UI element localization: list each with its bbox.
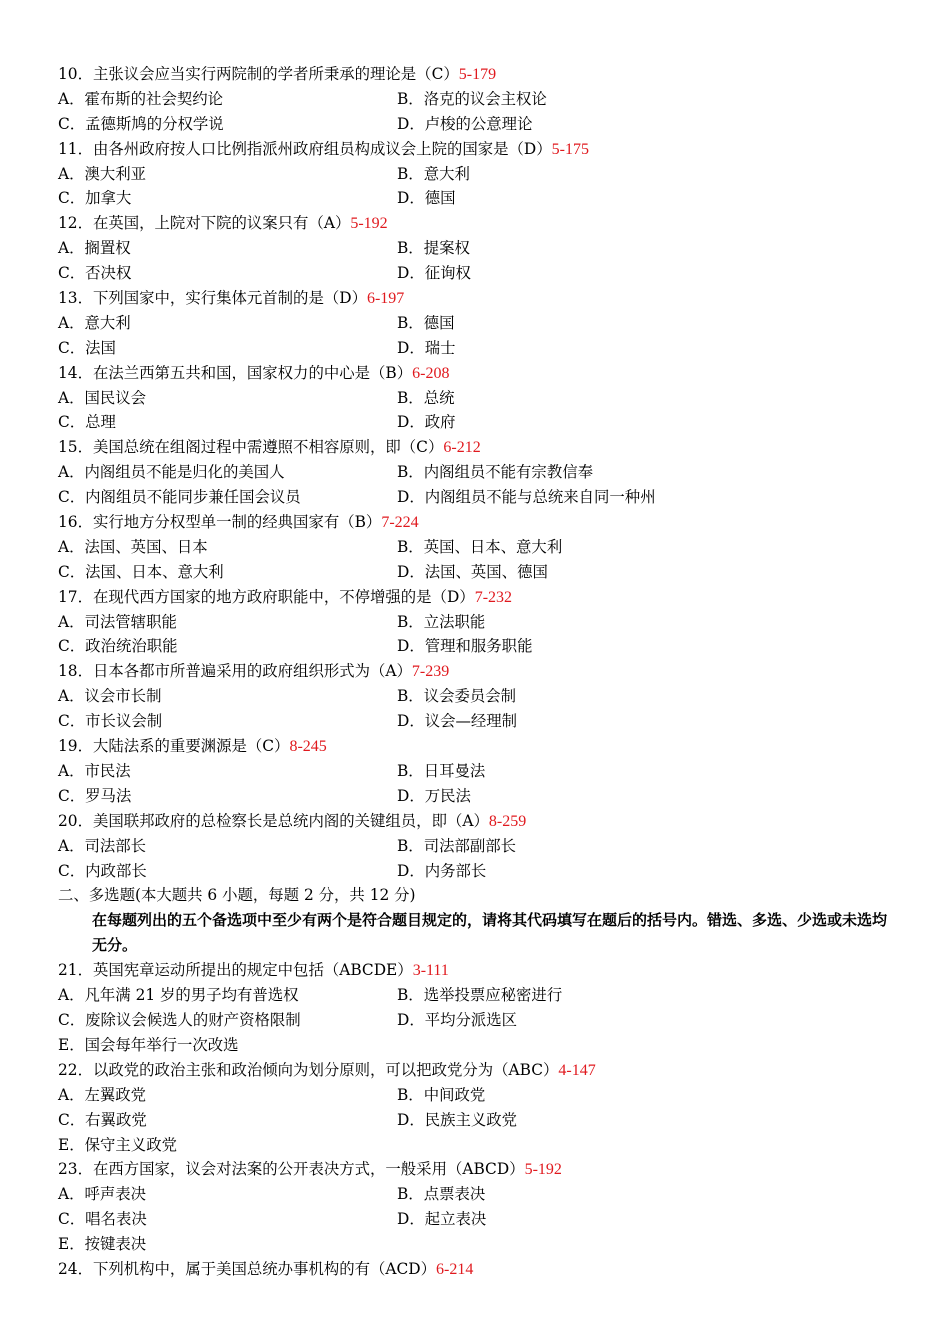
- question-text: 10．主张议会应当实行两院制的学者所秉承的理论是（C）: [58, 65, 459, 83]
- question-text: 21．英国宪章运动所提出的规定中包括（ABCDE）: [58, 961, 413, 980]
- answer-option: C．否决权: [58, 264, 132, 283]
- question-stem: [58, 659, 898, 684]
- answer-option: B．立法职能: [397, 612, 486, 631]
- answer-option: B．点票表决: [397, 1185, 486, 1204]
- question-text: 18．日本各都市所普遍采用的政府组织形式为（A）: [58, 662, 412, 681]
- answer-option: C．罗马法: [58, 786, 132, 805]
- answer-option: A．左翼政党: [58, 1085, 147, 1104]
- answer-option: A．澳大利亚: [58, 164, 147, 183]
- answer-option: B．英国、日本、意大利: [397, 537, 563, 556]
- answer-option: A．司法管辖职能: [58, 612, 177, 631]
- answer-option: A．霍布斯的社会契约论: [58, 89, 224, 108]
- page-reference: 5-192: [524, 1161, 562, 1179]
- question-stem: [58, 137, 898, 162]
- answer-option: D．政府: [397, 413, 456, 432]
- answer-option: D．内阁组员不能与总统来自同一种州: [397, 488, 656, 507]
- question-stem: [58, 435, 898, 460]
- option-row: [58, 535, 898, 560]
- question-text: 13．下列国家中，实行集体元首制的是（D）: [58, 289, 367, 308]
- option-row: [58, 162, 898, 187]
- page-reference: 6-212: [443, 439, 481, 457]
- answer-option: D．法国、英国、德国: [397, 562, 548, 581]
- question-text: 17．在现代西方国家的地方政府职能中，不停增强的是（D）: [58, 587, 475, 606]
- option-row: [58, 87, 898, 112]
- answer-option: D．内务部长: [397, 861, 487, 880]
- question-text: 11．由各州政府按人口比例指派州政府组员构成议会上院的国家是（D）: [58, 139, 552, 158]
- answer-option: A．司法部长: [58, 836, 147, 855]
- option-row: [58, 610, 898, 635]
- answer-option: C．内政部长: [58, 861, 147, 880]
- option-row: [58, 859, 898, 884]
- section-heading: 二、多选题(本大题共 6 小题，每题 2 分，共 12 分): [58, 886, 416, 905]
- question-text: 22．以政党的政治主张和政治倾向为划分原则，可以把政党分为（ABC）: [58, 1060, 559, 1079]
- option-row: [58, 709, 898, 734]
- exam-document: [58, 62, 898, 1282]
- page-reference: 6-197: [366, 290, 405, 308]
- answer-option: A．市民法: [58, 761, 131, 780]
- question-text: 16．实行地方分权型单一制的经典国家有（B）: [58, 513, 382, 532]
- answer-option: B．意大利: [397, 164, 470, 183]
- answer-option: D．征询权: [397, 264, 471, 283]
- option-row: [58, 784, 898, 809]
- answer-option: A．国民议会: [58, 388, 147, 407]
- answer-option: C．法国: [58, 338, 116, 357]
- answer-option: D．起立表决: [397, 1210, 487, 1229]
- answer-option: C．内阁组员不能同步兼任国会议员: [58, 488, 301, 507]
- option-row: [58, 560, 898, 585]
- option-row: [58, 1182, 898, 1207]
- answer-option: B．日耳曼法: [397, 761, 486, 780]
- answer-option: A．呼声表决: [58, 1185, 147, 1204]
- page-reference: 6-214: [436, 1260, 474, 1278]
- question-text: 14．在法兰西第五共和国，国家权力的中心是（B）: [58, 363, 413, 382]
- page-reference: 3-111: [412, 962, 449, 980]
- question-text: 15．美国总统在组阁过程中需遵照不相容原则，即（C）: [58, 438, 444, 457]
- question-stem: [58, 809, 898, 834]
- question-stem: [58, 62, 898, 87]
- single-choice-section: [58, 62, 898, 883]
- answer-option: A．凡年满 21 岁的男子均有普选权: [58, 986, 299, 1005]
- option-row: [58, 1033, 898, 1058]
- option-row: [58, 410, 898, 435]
- answer-option: D．万民法: [397, 786, 471, 805]
- option-row: [58, 236, 898, 261]
- answer-option: C．废除议会候选人的财产资格限制: [58, 1011, 301, 1030]
- option-row: [58, 983, 898, 1008]
- answer-option: C．唱名表决: [58, 1210, 147, 1229]
- option-row: [58, 311, 898, 336]
- answer-option: D．德国: [397, 189, 456, 208]
- answer-option: C．市长议会制: [58, 712, 163, 731]
- answer-option: A．意大利: [58, 313, 131, 332]
- option-row: [58, 1232, 898, 1257]
- section-instruction: 在每题列出的五个备选项中至少有两个是符合题目规定的，请将其代码填写在题后的括号内。错选、多选、少选或未选均无分。: [92, 911, 888, 955]
- option-row: [58, 1108, 898, 1133]
- answer-option: B．中间政党: [397, 1085, 486, 1104]
- page-reference: 5-192: [350, 215, 388, 233]
- answer-option: B．德国: [397, 313, 455, 332]
- answer-option: A．搁置权: [58, 239, 131, 258]
- answer-option: E．按键表决: [58, 1235, 147, 1254]
- question-stem: [58, 286, 898, 311]
- option-row: [58, 634, 898, 659]
- answer-option: C．右翼政党: [58, 1110, 147, 1129]
- answer-option: E．保守主义政党: [58, 1135, 177, 1154]
- option-row: [58, 759, 898, 784]
- answer-option: C．孟德斯鸠的分权学说: [58, 114, 224, 133]
- answer-option: B．洛克的议会主权论: [397, 89, 547, 108]
- question-stem: [58, 510, 898, 535]
- page-reference: 5-179: [458, 66, 497, 83]
- answer-option: D．瑞士: [397, 338, 456, 357]
- page-reference: 4-147: [558, 1061, 596, 1079]
- page-reference: 7-224: [381, 514, 419, 532]
- option-row: [58, 112, 898, 137]
- question-text: 12．在英国，上院对下院的议案只有（A）: [58, 214, 351, 233]
- answer-option: C．政治统治职能: [58, 637, 178, 656]
- option-row: [58, 386, 898, 411]
- option-row: [58, 261, 898, 286]
- question-stem: [58, 958, 898, 983]
- option-row: [58, 834, 898, 859]
- answer-option: C．法国、日本、意大利: [58, 562, 224, 581]
- option-row: [58, 1008, 898, 1033]
- answer-option: A．议会市长制: [58, 687, 162, 706]
- answer-option: B．总统: [397, 388, 455, 407]
- multiple-choice-section: [58, 958, 898, 1282]
- question-text: 24．下列机构中，属于美国总统办事机构的有（ACD）: [58, 1259, 437, 1278]
- answer-option: D．卢梭的公意理论: [397, 114, 533, 133]
- answer-option: D．议会—经理制: [397, 712, 518, 731]
- page-reference: 8-245: [289, 738, 327, 756]
- question-stem: [58, 361, 898, 386]
- question-stem: [58, 734, 898, 759]
- answer-option: D．平均分派选区: [397, 1011, 518, 1030]
- question-stem: [58, 585, 898, 610]
- page-reference: 8-259: [488, 812, 527, 830]
- answer-option: E．国会每年举行一次改选: [58, 1035, 239, 1054]
- page-reference: 6-208: [412, 364, 450, 382]
- answer-option: C．总理: [58, 413, 116, 432]
- answer-option: B．司法部副部长: [397, 836, 517, 855]
- page-reference: 5-175: [551, 140, 589, 158]
- answer-option: C．加拿大: [58, 189, 132, 208]
- answer-option: D．民族主义政党: [397, 1110, 518, 1129]
- option-row: [58, 460, 898, 485]
- page-reference: 7-232: [474, 588, 513, 606]
- page-reference: 7-239: [411, 663, 450, 681]
- option-row: [58, 1207, 898, 1232]
- option-row: [58, 485, 898, 510]
- question-text: 23．在西方国家，议会对法案的公开表决方式，一般采用（ABCD）: [58, 1160, 525, 1179]
- answer-option: B．内阁组员不能有宗教信奉: [397, 463, 593, 482]
- option-row: [58, 336, 898, 361]
- option-row: [58, 1083, 898, 1108]
- question-stem: [58, 1157, 898, 1182]
- answer-option: A．法国、英国、日本: [58, 537, 208, 556]
- option-row: [58, 1133, 898, 1158]
- answer-option: A．内阁组员不能是归化的美国人: [58, 463, 285, 482]
- answer-option: B．选举投票应秘密进行: [397, 986, 563, 1005]
- option-row: [58, 186, 898, 211]
- question-stem: [58, 1058, 898, 1083]
- option-row: [58, 684, 898, 709]
- answer-option: B．提案权: [397, 239, 470, 258]
- question-text: 20．美国联邦政府的总检察长是总统内阁的关键组员，即（A）: [58, 811, 489, 830]
- question-stem: [58, 1257, 898, 1282]
- answer-option: D．管理和服务职能: [397, 637, 533, 656]
- question-text: 19．大陆法系的重要渊源是（C）: [58, 737, 290, 756]
- question-stem: [58, 211, 898, 236]
- answer-option: B．议会委员会制: [397, 687, 517, 706]
